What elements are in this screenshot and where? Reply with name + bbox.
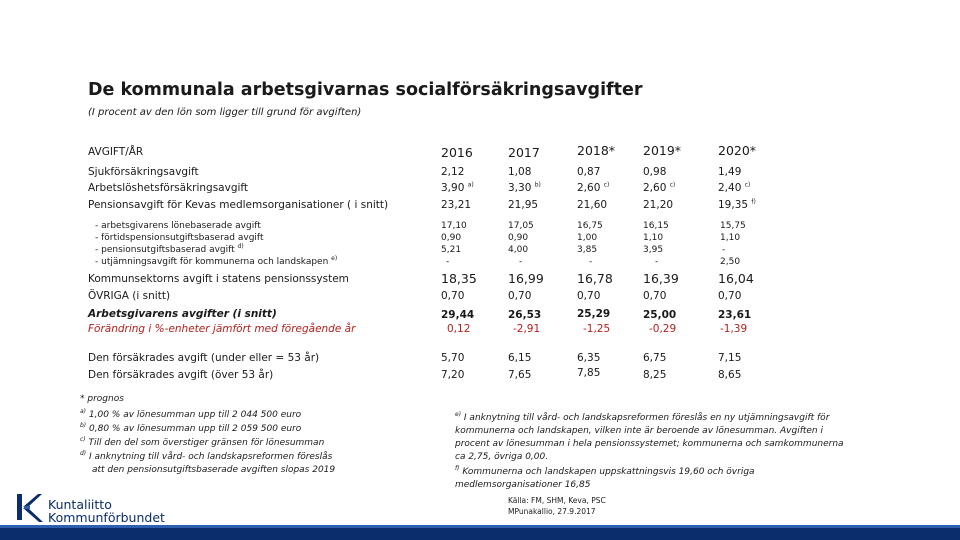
cell: 18,35 bbox=[441, 271, 477, 286]
cell: 0,87 bbox=[577, 166, 601, 178]
year-2020: 2020* bbox=[718, 143, 757, 158]
cell: 1,08 bbox=[508, 166, 532, 178]
footnote-mark: c) bbox=[80, 436, 86, 443]
cell: 23,21 bbox=[441, 199, 472, 211]
footnote-text: 1,00 % av lönesumman upp till 2 044 500 euro bbox=[88, 410, 302, 420]
cell: 8,65 bbox=[718, 369, 742, 381]
page-subtitle: (I procent av den lön som ligger till grund för avgiften) bbox=[88, 107, 362, 118]
cell: 0,70 bbox=[508, 290, 532, 302]
cell: 8,25 bbox=[643, 369, 667, 381]
footnote-d bbox=[80, 452, 332, 462]
footnote-text: I anknytning till vård- och landskapsreformen föreslås en ny utjämningsavgift för bbox=[463, 413, 830, 423]
cell: 16,15 bbox=[643, 221, 669, 231]
cell: 0,70 bbox=[718, 290, 742, 302]
cell: 7,15 bbox=[718, 352, 742, 364]
cell: 0,12 bbox=[447, 323, 471, 335]
row-label-text: - utjämningsavgift för kommunerna och landskapen bbox=[95, 257, 329, 267]
cell: 7,20 bbox=[441, 369, 465, 381]
cell: 1,10 bbox=[720, 233, 741, 243]
cell: 15,75 bbox=[720, 221, 746, 231]
footnote-mark: e) bbox=[331, 255, 338, 262]
row-label-insured-under-53: Den försäkrades avgift (under eller = 53 år) bbox=[88, 352, 320, 364]
cell bbox=[718, 182, 750, 194]
footnote-a bbox=[80, 410, 301, 420]
cell: - bbox=[589, 257, 593, 267]
cell bbox=[577, 182, 609, 194]
source-line: Källa: FM, SHM, Keva, PSC bbox=[508, 496, 606, 505]
cell: 1,49 bbox=[718, 166, 742, 178]
cell: - bbox=[519, 257, 523, 267]
row-label-sub-equalization bbox=[95, 257, 337, 267]
cell: 5,21 bbox=[441, 245, 462, 255]
row-label-change: Förändring i %-enheter jämfört med föregående år bbox=[88, 323, 356, 335]
footnote-mark: c) bbox=[744, 181, 751, 189]
footnote-mark: b) bbox=[534, 181, 541, 189]
row-label-sub-salary-based: - arbetsgivarens lönebaserade avgift bbox=[95, 221, 261, 231]
cell: 0,70 bbox=[441, 290, 465, 302]
footnote-prognos: * prognos bbox=[80, 394, 124, 404]
cell: 26,53 bbox=[508, 309, 542, 321]
footnote-d-line2: att den pensionsutgiftsbaserade avgiften slopas 2019 bbox=[92, 465, 336, 475]
cell: 16,04 bbox=[718, 271, 754, 286]
cell: 0,90 bbox=[508, 233, 529, 243]
cell: 6,35 bbox=[577, 352, 601, 364]
cell-value: 2,60 bbox=[577, 182, 601, 194]
cell bbox=[643, 182, 675, 194]
cell: 23,61 bbox=[718, 309, 752, 321]
kuntaliitto-logo-icon bbox=[14, 492, 46, 524]
cell bbox=[718, 199, 756, 211]
row-label-other: ÖVRIGA (i snitt) bbox=[88, 290, 171, 302]
cell bbox=[508, 182, 541, 194]
footnote-mark: c) bbox=[669, 181, 676, 189]
cell: - bbox=[655, 257, 659, 267]
year-2018: 2018* bbox=[577, 143, 616, 158]
year-2019: 2019* bbox=[643, 143, 682, 158]
footer-bar bbox=[0, 528, 960, 540]
footnote-f-line2: medlemsorganisationer 16,85 bbox=[455, 480, 591, 490]
footnote-text: 0,80 % av lönesumman upp till 2 059 500 euro bbox=[89, 424, 302, 434]
cell: 0,98 bbox=[643, 166, 667, 178]
cell: 0,90 bbox=[441, 233, 462, 243]
row-label-sub-early-pension: - förtidspensionsutgiftsbaserad avgift bbox=[95, 233, 264, 243]
cell: 3,95 bbox=[643, 245, 664, 255]
footnote-mark: f) bbox=[751, 198, 756, 206]
cell: 7,85 bbox=[577, 367, 601, 379]
row-label-text: - pensionsutgiftsbaserad avgift bbox=[95, 245, 235, 255]
cell-value: 2,40 bbox=[718, 182, 742, 194]
cell: 1,10 bbox=[643, 233, 664, 243]
year-2016: 2016 bbox=[441, 145, 473, 160]
cell: -0,29 bbox=[649, 323, 677, 335]
cell: 0,70 bbox=[577, 290, 601, 302]
row-label-pension-fee: Pensionsavgift för Kevas medlemsorganisationer ( i snitt) bbox=[88, 199, 389, 211]
cell: - bbox=[446, 257, 450, 267]
footnote-e-line3: procent av lönesumman i hela pensionssystemet; kommunerna och samkommunerna bbox=[455, 439, 844, 449]
footnote-c bbox=[80, 438, 324, 448]
cell: 16,78 bbox=[577, 271, 613, 286]
cell: 16,99 bbox=[508, 271, 544, 286]
row-label-unemployment-insurance: Arbetslöshetsförsäkringsavgift bbox=[88, 182, 249, 194]
cell: 16,39 bbox=[643, 271, 679, 286]
footnote-e bbox=[455, 413, 829, 423]
cell: 6,15 bbox=[508, 352, 532, 364]
cell: -1,39 bbox=[720, 323, 748, 335]
cell: 25,00 bbox=[643, 309, 677, 321]
footnote-mark: f) bbox=[455, 465, 460, 472]
cell: 5,70 bbox=[441, 352, 465, 364]
cell: 2,12 bbox=[441, 166, 465, 178]
footnote-e-line2: kommunerna och landskapen, vilken inte är beroende av lönesumman. Avgiften i bbox=[455, 426, 823, 436]
footnote-e-line4: ca 2,75, övriga 0,00. bbox=[455, 452, 549, 462]
cell-value: 3,90 bbox=[441, 182, 465, 194]
cell: 25,29 bbox=[577, 308, 611, 320]
year-2017: 2017 bbox=[508, 145, 540, 160]
cell: -2,91 bbox=[513, 323, 541, 335]
footnote-mark: e) bbox=[455, 411, 462, 418]
footnote-mark: b) bbox=[80, 422, 87, 429]
footnote-text: Till den del som överstiger gränsen för lönesumman bbox=[88, 438, 325, 448]
cell: 17,05 bbox=[508, 221, 534, 231]
cell: 1,00 bbox=[577, 233, 598, 243]
cell: 21,20 bbox=[643, 199, 674, 211]
author-date: MPunakallio, 27.9.2017 bbox=[508, 507, 596, 516]
cell: 4,00 bbox=[508, 245, 529, 255]
cell: 16,75 bbox=[577, 221, 603, 231]
footnote-mark: a) bbox=[80, 408, 87, 415]
row-label-municipal-state-pension: Kommunsektorns avgift i statens pensionssystem bbox=[88, 273, 349, 285]
cell: 29,44 bbox=[441, 309, 475, 321]
cell-value: 19,35 bbox=[718, 199, 749, 211]
footnote-text: Kommunerna och landskapen uppskattningsvis 19,60 och övriga bbox=[462, 467, 755, 477]
cell: 2,50 bbox=[720, 257, 741, 267]
row-label-sick-insurance: Sjukförsäkringsavgift bbox=[88, 166, 199, 178]
footnote-mark: a) bbox=[467, 181, 474, 189]
logo-line1: Kuntaliitto bbox=[48, 497, 112, 512]
cell: 6,75 bbox=[643, 352, 667, 364]
footnote-text: I anknytning till vård- och landskapsreformen föreslås bbox=[89, 452, 333, 462]
cell: - bbox=[722, 245, 726, 255]
page-title: De kommunala arbetsgivarnas socialförsäkringsavgifter bbox=[88, 80, 643, 100]
cell: 21,95 bbox=[508, 199, 539, 211]
cell-value: 3,30 bbox=[508, 182, 532, 194]
row-label-employer-total: Arbetsgivarens avgifter (i snitt) bbox=[88, 308, 277, 320]
row-label-insured-over-53: Den försäkrades avgift (över 53 år) bbox=[88, 369, 274, 381]
row-label-sub-pension-expense bbox=[95, 245, 244, 255]
cell: -1,25 bbox=[583, 323, 611, 335]
cell-value: 2,60 bbox=[643, 182, 667, 194]
header-label: AVGIFT/ÅR bbox=[88, 146, 144, 158]
footnote-mark: c) bbox=[603, 181, 610, 189]
cell: 0,70 bbox=[643, 290, 667, 302]
cell: 7,65 bbox=[508, 369, 532, 381]
footnote-mark: d) bbox=[237, 243, 244, 250]
cell bbox=[441, 182, 474, 194]
cell: 17,10 bbox=[441, 221, 467, 231]
cell: 21,60 bbox=[577, 199, 608, 211]
footnote-f bbox=[455, 467, 755, 477]
footnote-b bbox=[80, 424, 301, 434]
footnote-mark: d) bbox=[80, 450, 87, 457]
logo-line2: Kommunförbundet bbox=[48, 510, 165, 525]
cell: 3,85 bbox=[577, 245, 598, 255]
